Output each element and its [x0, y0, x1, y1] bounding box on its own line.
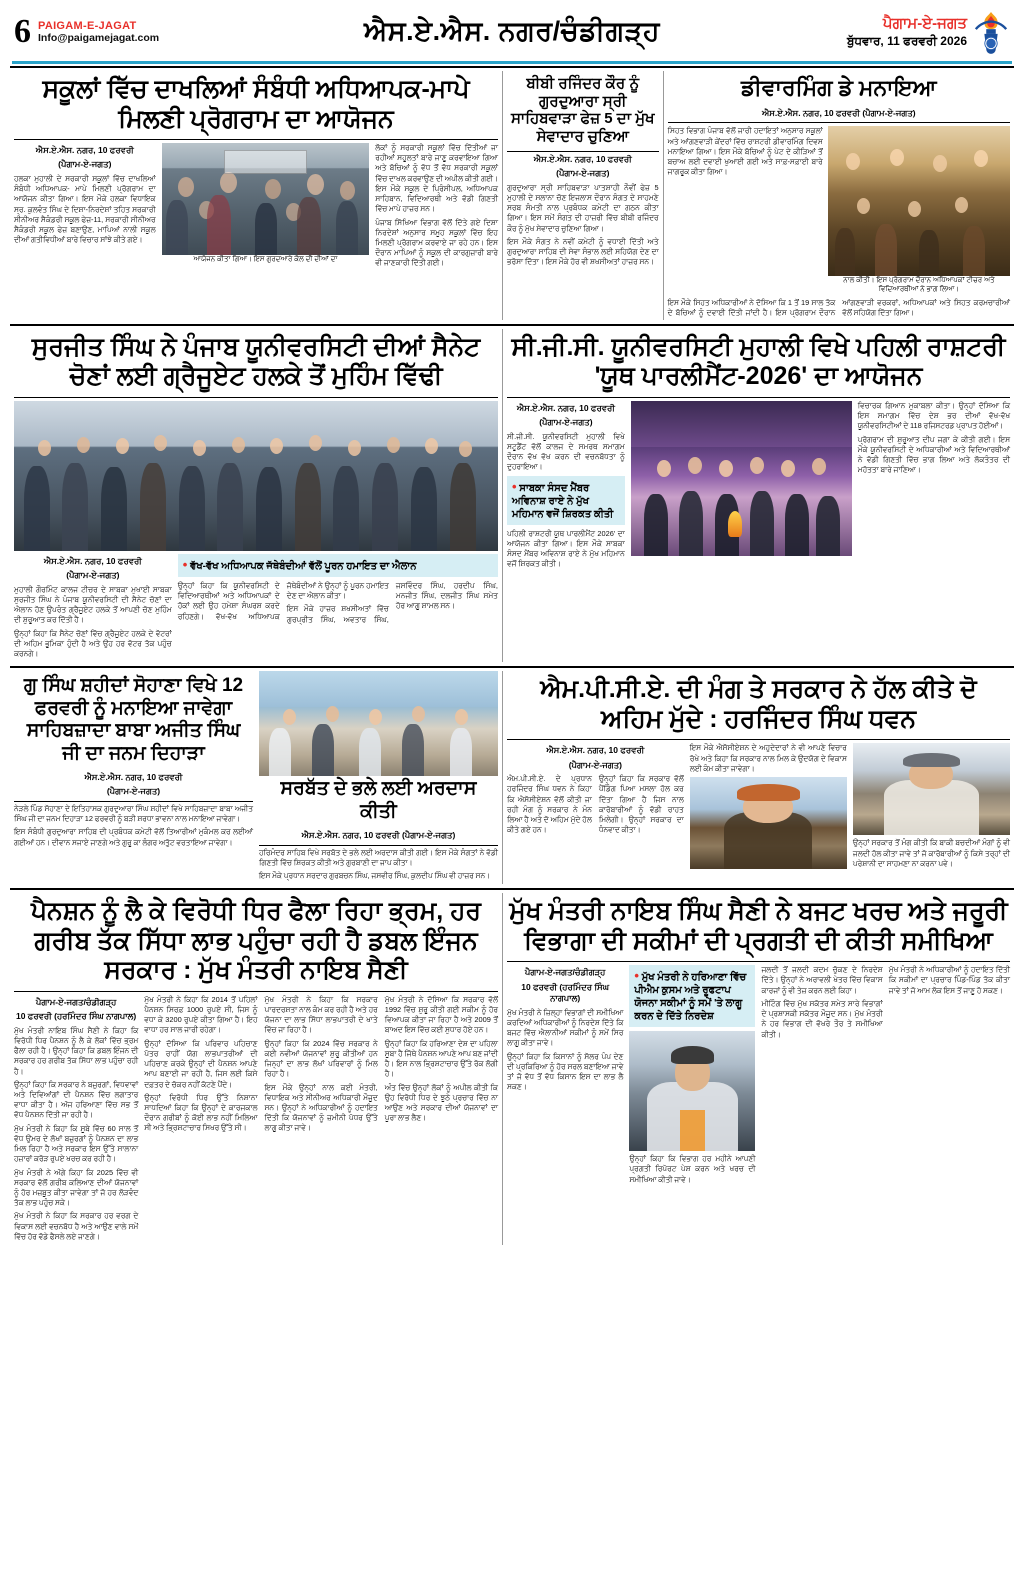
byline-source: 10 ਫਰਵਰੀ (ਹਰਮਿੰਦਰ ਸਿੰਘ ਨਾਗਪਾਲ): [521, 981, 610, 1004]
article-body: ਸਿਹਤ ਵਿਭਾਗ ਪੰਜਾਬ ਵੱਲੋਂ ਜਾਰੀ ਹਦਾਇਤਾਂ ਅਨੁਸਾਰ ਸਕੂਲਾਂ ਅਤੇ ਆਂਗਣਵਾੜੀ ਕੇਂਦਰਾਂ ਵਿੱਚ ਰਾਸ਼ਟਰੀ ਡੀਵਾਰਮਿੰਗ ਦਿਵਸ ਮਨਾਇਆ ਗਿਆ। ਇਸ ਮੌਕੇ ਬੱਚਿਆਂ ਨੂੰ ਪੇਟ ਦੇ ਕੀੜਿਆਂ ਤੋਂ ਬਚਾਅ ਲਈ ਦਵਾਈ ਖੁਆਈ ਗਈ ਅਤੇ ਸਾਫ਼-ਸਫ਼ਾਈ ਬਾਰੇ ਜਾਗਰੂਕ ਕੀਤਾ ਗਿਆ।: [667, 126, 823, 177]
article-body-cols: ਮੁੱਖ ਮੰਤਰੀ ਨੇ ਕਿਹਾ ਕਿ 2014 ਤੋਂ ਪਹਿਲਾਂ ਪੈਨਸ਼ਨ ਸਿਰਫ਼ 1000 ਰੁਪਏ ਸੀ, ਜਿਸ ਨੂੰ ਵਧਾ ਕੇ 3200 ਰੁਪਏ ਕੀਤਾ ਗਿਆ ਹੈ। ਇਹ ਵਾਧਾ ਹਰ ਸਾਲ ਜਾਰੀ ਰਹੇਗਾ। ਉਨ੍ਹਾਂ ਦੱਸਿਆ ਕਿ ਪਰਿਵਾਰ ਪਹਿਚਾਣ ਪੱਤਰ ਰਾਹੀਂ ਯੋਗ ਲਾਭਪਾਤਰੀਆਂ ਦੀ ਪਹਿਚਾਣ ਕਰਕੇ ਉਨ੍ਹਾਂ ਦੀ ਪੈਨਸ਼ਨ ਆਪਣੇ ਆਪ ਬਣਾਈ ਜਾ ਰਹੀ ਹੈ, ਜਿਸ ਲਈ ਕਿਸੇ ਦਫ਼ਤਰ ਦੇ ਚੱਕਰ ਨਹੀਂ ਕੱਟਣੇ ਪੈਂਦੇ। ਉਨ੍ਹਾਂ ਵਿਰੋਧੀ ਧਿਰ ਉੱਤੇ ਨਿਸ਼ਾਨਾ ਸਾਧਦਿਆਂ ਕਿਹਾ ਕਿ ਉਨ੍ਹਾਂ ਦੇ ਕਾਰਜਕਾਲ ਦੌਰਾਨ ਗਰੀਬਾਂ ਨੂੰ ਕੋਈ ਲਾਭ ਨਹੀਂ ਮਿਲਿਆ ਸੀ ਅਤੇ ਭ੍ਰਿਸ਼ਟਾਚਾਰ ਸਿਖਰ ਉੱਤੇ ਸੀ। ਮੁੱਖ ਮੰਤਰੀ ਨੇ ਕਿਹਾ ਕਿ ਸਰਕਾਰ ਪਾਰਦਰਸ਼ਤਾ ਨਾਲ ਕੰਮ ਕਰ ਰਹੀ ਹੈ ਅਤੇ ਹਰ ਯੋਜਨਾ ਦਾ ਲਾਭ ਸਿੱਧਾ ਲਾਭਪਾਤਰੀ ਦੇ ਖਾਤੇ ਵਿੱਚ ਜਾ ਰਿਹਾ ਹੈ। ਉਨ੍ਹਾਂ ਕਿਹਾ ਕਿ 2024 ਵਿੱਚ ਸਰਕਾਰ ਨੇ ਕਈ ਨਵੀਆਂ ਯੋਜਨਾਵਾਂ ਸ਼ੁਰੂ ਕੀਤੀਆਂ ਹਨ ਜਿਨ੍ਹਾਂ ਦਾ ਲਾਭ ਲੱਖਾਂ ਪਰਿਵਾਰਾਂ ਨੂੰ ਮਿਲ ਰਿਹਾ ਹੈ। ਇਸ ਮੌਕੇ ਉਨ੍ਹਾਂ ਨਾਲ ਕਈ ਮੰਤਰੀ, ਵਿਧਾਇਕ ਅਤੇ ਸੀਨੀਅਰ ਅਧਿਕਾਰੀ ਮੌਜੂਦ ਸਨ। ਉਨ੍ਹਾਂ ਨੇ ਅਧਿਕਾਰੀਆਂ ਨੂੰ ਹਦਾਇਤ ਦਿੱਤੀ ਕਿ ਯੋਜਨਾਵਾਂ ਨੂੰ ਜ਼ਮੀਨੀ ਪੱਧਰ ਉੱਤੇ ਲਾਗੂ ਕੀਤਾ ਜਾਵੇ। ਮੁੱਖ ਮੰਤਰੀ ਨੇ ਦੱਸਿਆ ਕਿ ਸਰਕਾਰ ਵੱਲੋਂ 1992 ਵਿੱਚ ਸ਼ੁਰੂ ਕੀਤੀ ਗਈ ਸਕੀਮ ਨੂੰ ਹੋਰ ਵਿਆਪਕ ਕੀਤਾ ਜਾ ਰਿਹਾ ਹੈ ਅਤੇ 2009 ਤੋਂ ਬਾਅਦ ਇਸ ਵਿੱਚ ਕਈ ਸੁਧਾਰ ਹੋਏ ਹਨ। ਉਨ੍ਹਾਂ ਕਿਹਾ ਕਿ ਹਰਿਆਣਾ ਦੇਸ਼ ਦਾ ਪਹਿਲਾ ਸੂਬਾ ਹੈ ਜਿੱਥੇ ਪੈਨਸ਼ਨ ਆਪਣੇ ਆਪ ਬਣ ਜਾਂਦੀ ਹੈ। ਇਸ ਨਾਲ ਭ੍ਰਿਸ਼ਟਾਚਾਰ ਉੱਤੇ ਰੋਕ ਲੱਗੀ ਹੈ। ਅੰਤ ਵਿੱਚ ਉਨ੍ਹਾਂ ਲੋਕਾਂ ਨੂੰ ਅਪੀਲ ਕੀਤੀ ਕਿ ਉਹ ਵਿਰੋਧੀ ਧਿਰ ਦੇ ਝੂਠੇ ਪ੍ਰਚਾਰ ਵਿੱਚ ਨਾ ਆਉਣ ਅਤੇ ਸਰਕਾਰ ਦੀਆਂ ਯੋਜਨਾਵਾਂ ਦਾ ਪੂਰਾ ਲਾਭ ਲੈਣ।: [144, 994, 498, 1133]
headline: ਮੁੱਖ ਮੰਤਰੀ ਨਾਇਬ ਸਿੰਘ ਸੈਣੀ ਨੇ ਬਜਟ ਖਰਚ ਅਤੇ ਜਰੂਰੀ ਵਿਭਾਗਾ ਦੀ ਸਕੀਮਾਂ ਦੀ ਪ੍ਰਗਤੀ ਦੀ ਕੀਤੀ ਸਮੀਖਿਆ: [509, 897, 1008, 955]
article-guru-sahibzada: [10, 671, 502, 884]
bullet-icon: •: [182, 556, 188, 572]
byline-source: (ਪੈਗਾਮ-ਏ-ਜਗਤ): [556, 168, 610, 179]
bullet-icon: •: [634, 968, 639, 984]
headline: ਐਮ.ਪੀ.ਸੀ.ਏ. ਦੀ ਮੰਗ ਤੇ ਸਰਕਾਰ ਨੇ ਹੱਲ ਕੀਤੇ ਦੋ ਅਹਿਮ ਮੁੱਦੇ : ਹਰਜਿੰਦਰ ਸਿੰਘ ਧਵਨ: [540, 675, 977, 733]
article-body: ਐਮ.ਪੀ.ਸੀ.ਏ. ਦੇ ਪ੍ਰਧਾਨ ਹਰਜਿੰਦਰ ਸਿੰਘ ਧਵਨ ਨੇ ਕਿਹਾ ਕਿ ਐਸੋਸੀਏਸ਼ਨ ਵੱਲੋਂ ਕੀਤੀ ਜਾ ਰਹੀ ਮੰਗ ਨੂੰ ਸਰਕਾਰ ਨੇ ਮੰਨ ਲਿਆ ਹੈ ਅਤੇ ਦੋ ਅਹਿਮ ਮੁੱਦੇ ਹੱਲ ਕੀਤੇ ਗਏ ਹਨ। ਉਨ੍ਹਾਂ ਕਿਹਾ ਕਿ ਸਰਕਾਰ ਵੱਲੋਂ ਪੈਂਡਿੰਗ ਪਿਆ ਮਸਲਾ ਹੱਲ ਕਰ ਦਿੱਤਾ ਗਿਆ ਹੈ ਜਿਸ ਨਾਲ ਕਾਰੋਬਾਰੀਆਂ ਨੂੰ ਵੱਡੀ ਰਾਹਤ ਮਿਲੇਗੀ। ਉਨ੍ਹਾਂ ਸਰਕਾਰ ਦਾ ਧੰਨਵਾਦ ਕੀਤਾ।: [506, 774, 684, 835]
headline: ਸੀ.ਜੀ.ਸੀ. ਯੂਨੀਵਰਸਿਟੀ ਮੁਹਾਲੀ ਵਿਖੇ ਪਹਿਲੀ ਰਾਸ਼ਟਰੀ 'ਯੂਥ ਪਾਰਲੀਮੈਂਟ-2026' ਦਾ ਆਯੋਜਨ: [511, 332, 1006, 391]
masthead: [10, 0, 1014, 58]
row-second: [10, 324, 1014, 662]
official-portrait-photo: [853, 743, 1010, 835]
row-top: [10, 66, 1014, 320]
article-body-cols: ਉਨ੍ਹਾਂ ਕਿਹਾ ਕਿ ਯੂਨੀਵਰਸਿਟੀ ਦੇ ਵਿਦਿਆਰਥੀਆਂ ਅਤੇ ਅਧਿਆਪਕਾਂ ਦੇ ਹੱਕਾਂ ਲਈ ਉਹ ਹਮੇਸ਼ਾ ਸੰਘਰਸ਼ ਕਰਦੇ ਰਹਿਣਗੇ। ਵੱਖ-ਵੱਖ ਅਧਿਆਪਕ ਜੱਥੇਬੰਦੀਆਂ ਨੇ ਉਨ੍ਹਾਂ ਨੂੰ ਪੂਰਨ ਹਮਾਇਤ ਦੇਣ ਦਾ ਐਲਾਨ ਕੀਤਾ। ਇਸ ਮੌਕੇ ਹਾਜ਼ਰ ਸ਼ਖਸੀਅਤਾਂ ਵਿੱਚ ਗੁਰਪ੍ਰੀਤ ਸਿੰਘ, ਅਵਤਾਰ ਸਿੰਘ, ਜਸਵਿੰਦਰ ਸਿੰਘ, ਹਰਦੀਪ ਸਿੰਘ, ਮਨਜੀਤ ਸਿੰਘ, ਦਲਜੀਤ ਸਿੰਘ ਸਮੇਤ ਹੋਰ ਆਗੂ ਸ਼ਾਮਲ ਸਨ।: [177, 580, 498, 624]
chief-minister-portrait-photo: [629, 1031, 755, 1151]
byline: ਪੈਗਾਮ-ਏ-ਜਗਤ/ਚੰਡੀਗੜ੍ਹ: [35, 996, 117, 1007]
article-body-col4: ਮੁੱਖ ਮੰਤਰੀ ਨੇ ਅਧਿਕਾਰੀਆਂ ਨੂੰ ਹਦਾਇਤ ਦਿੱਤੀ ਕਿ ਸਕੀਮਾਂ ਦਾ ਪ੍ਰਚਾਰ ਪਿੰਡ-ਪਿੰਡ ਤੱਕ ਕੀਤਾ ਜਾਵੇ ਤਾਂ ਜੋ ਆਮ ਲੋਕ ਇਸ ਤੋਂ ਜਾਣੂ ਹੋ ਸਕਣ।: [888, 965, 1010, 995]
article-body: ਮੁੱਖ ਮੰਤਰੀ ਨੇ ਜ਼ਿਲ੍ਹਾ ਵਿਭਾਗਾਂ ਦੀ ਸਮੀਖਿਆ ਕਰਦਿਆਂ ਅਧਿਕਾਰੀਆਂ ਨੂੰ ਨਿਰਦੇਸ਼ ਦਿੱਤੇ ਕਿ ਬਜਟ ਵਿੱਚ ਐਲਾਨੀਆਂ ਸਕੀਮਾਂ ਨੂੰ ਸਮੇਂ ਸਿਰ ਲਾਗੂ ਕੀਤਾ ਜਾਵੇ। ਉਨ੍ਹਾਂ ਕਿਹਾ ਕਿ ਕਿਸਾਨਾਂ ਨੂੰ ਸੋਲਰ ਪੰਪ ਦੇਣ ਦੀ ਪ੍ਰਕਿਰਿਆ ਨੂੰ ਹੋਰ ਸਰਲ ਬਣਾਇਆ ਜਾਵੇ ਤਾਂ ਜੋ ਵੱਧ ਤੋਂ ਵੱਧ ਕਿਸਾਨ ਇਸ ਦਾ ਲਾਭ ਲੈ ਸਕਣ।: [506, 1007, 624, 1092]
highlight-text: ਮੁੱਖ ਮੰਤਰੀ ਨੇ ਹਰਿਆਣਾ ਵਿੱਚ ਪੀਐਮ ਕੁਸਮ ਅਤੇ ਰੂਫਟਾਪ ਯੋਜਨਾ ਸਕੀਮਾਂ ਨੂੰ ਸਮੇਂ 'ਤੇ ਲਾਗੂ ਕਰਨ ਦੇ ਦਿੱਤੇ ਨਿਰਦੇਸ਼: [634, 972, 747, 1023]
byline: ਐਸ.ਏ.ਐਸ. ਨਗਰ, 10 ਫਰਵਰੀ (ਪੈਗਾਮ-ਏ-ਜਗਤ): [301, 830, 456, 841]
article-body-cont: ਇਸ ਮੌਕੇ ਸਿਹਤ ਅਧਿਕਾਰੀਆਂ ਨੇ ਦੱਸਿਆ ਕਿ 1 ਤੋਂ 19 ਸਾਲ ਤੱਕ ਦੇ ਬੱਚਿਆਂ ਨੂੰ ਦਵਾਈ ਦਿੱਤੀ ਜਾਂਦੀ ਹੈ। ਇਸ ਪ੍ਰੋਗਰਾਮ ਦੌਰਾਨ ਆਂਗਣਵਾੜੀ ਵਰਕਰਾਂ, ਅਧਿਆਪਕਾਂ ਅਤੇ ਸਿਹਤ ਕਰਮਚਾਰੀਆਂ ਵੱਲੋਂ ਸਹਿਯੋਗ ਦਿੱਤਾ ਗਿਆ।: [667, 297, 1010, 318]
byline-source: (ਪੈਗਾਮ-ਏ-ਜਗਤ): [539, 417, 593, 428]
photo-caption: ਨਾਲ ਕੀਤੀ। ਇਸ ਪ੍ਰੋਗਰਾਮ ਦੌਰਾਨ ਅਧਿਆਪਕਾਂ ਟੀਚਰ ਅਤੇ ਵਿਦਿਆਰਥੀਆਂ ਨੇ ਭਾਗ ਲਿਆ।: [843, 277, 995, 294]
publication-date: ਬੁੱਧਵਾਰ, 11 ਫਰਵਰੀ 2026: [847, 33, 967, 48]
headline: ਬੀਬੀ ਰਜਿੰਦਰ ਕੌਰ ਨੂੰ ਗੁਰਦੁਆਰਾ ਸ੍ਰੀ ਸਾਹਿਬਵਾੜਾ ਫੇਜ਼ 5 ਦਾ ਮੁੱਖ ਸੇਵਾਦਾਰ ਚੁਣਿਆ: [510, 75, 655, 146]
article-bibi-rajinder: [502, 71, 663, 320]
article-body: ਹਲਕਾ ਮੁਹਾਲੀ ਦੇ ਸਰਕਾਰੀ ਸਕੂਲਾਂ ਵਿੱਚ ਦਾਖਲਿਆਂ ਸੰਬੰਧੀ ਅਧਿਆਪਕ- ਮਾਪੇ ਮਿਲਣੀ ਪ੍ਰੋਗਰਾਮ ਦਾ ਆਯੋਜਨ ਕੀਤਾ ਗਿਆ। ਇਸ ਮੌਕੇ ਹਲਕਾ ਵਿਧਾਇਕ ਸ੍ਰ. ਕੁਲਵੰਤ ਸਿੰਘ ਦੇ ਦਿਸ਼ਾ-ਨਿਰਦੇਸ਼ਾਂ ਤਹਿਤ ਸਰਕਾਰੀ ਸੀਨੀਅਰ ਸੈਕੰਡਰੀ ਸਕੂਲ ਫੇਜ਼-11, ਸਰਕਾਰੀ ਸੀਨੀਅਰ ਸੈਕੰਡਰੀ ਸਕੂਲ ਫੇਜ਼ ਬਣਾਉਣ, ਮਾਪਿਆਂ ਨਾਲੀ ਸਕੂਲ ਦੀਆਂ ਗਤੀਵਿਧੀਆਂ ਬਾਰੇ ਵਿਚਾਰ ਸਾਂਝੇ ਕੀਤੇ ਗਏ।: [14, 173, 156, 245]
headline-ardas: ਸਰਬੱਤ ਦੇ ਭਲੇ ਲਈ ਅਰਦਾਸ ਕੀਤੀ: [280, 778, 477, 822]
byline: ਐਸ.ਏ.ਐਸ. ਨਗਰ, 10 ਫਰਵਰੀ: [546, 745, 645, 756]
byline-source: (ਪੈਗਾਮ-ਏ-ਜਗਤ): [66, 570, 120, 581]
masthead-right: [760, 10, 1010, 54]
article-body-1: ਮੁੱਖ ਮੰਤਰੀ ਨਾਇਬ ਸਿੰਘ ਸੈਣੀ ਨੇ ਕਿਹਾ ਕਿ ਵਿਰੋਧੀ ਧਿਰ ਪੈਨਸ਼ਨ ਨੂੰ ਲੈ ਕੇ ਲੋਕਾਂ ਵਿੱਚ ਭ੍ਰਮ ਫੈਲਾ ਰਹੀ ਹੈ। ਉਨ੍ਹਾਂ ਕਿਹਾ ਕਿ ਡਬਲ ਇੰਜਨ ਦੀ ਸਰਕਾਰ ਹਰ ਗਰੀਬ ਤੱਕ ਸਿੱਧਾ ਲਾਭ ਪਹੁੰਚਾ ਰਹੀ ਹੈ। ਉਨ੍ਹਾਂ ਕਿਹਾ ਕਿ ਸਰਕਾਰ ਨੇ ਬਜ਼ੁਰਗਾਂ, ਵਿਧਵਾਵਾਂ ਅਤੇ ਦਿਵਿਆਂਗਾਂ ਦੀ ਪੈਨਸ਼ਨ ਵਿੱਚ ਲਗਾਤਾਰ ਵਾਧਾ ਕੀਤਾ ਹੈ। ਅੱਜ ਹਰਿਆਣਾ ਵਿੱਚ ਸਭ ਤੋਂ ਵੱਧ ਪੈਨਸ਼ਨ ਦਿੱਤੀ ਜਾ ਰਹੀ ਹੈ। ਮੁੱਖ ਮੰਤਰੀ ਨੇ ਕਿਹਾ ਕਿ ਸੂਬੇ ਵਿੱਚ 60 ਸਾਲ ਤੋਂ ਵੱਧ ਉਮਰ ਦੇ ਲੱਖਾਂ ਬਜ਼ੁਰਗਾਂ ਨੂੰ ਪੈਨਸ਼ਨ ਦਾ ਲਾਭ ਮਿਲ ਰਿਹਾ ਹੈ ਅਤੇ ਸਰਕਾਰ ਇਸ ਉੱਤੇ ਸਾਲਾਨਾ ਹਜ਼ਾਰਾਂ ਕਰੋੜ ਰੁਪਏ ਖਰਚ ਕਰ ਰਹੀ ਹੈ। ਮੁੱਖ ਮੰਤਰੀ ਨੇ ਅੱਗੇ ਕਿਹਾ ਕਿ 2025 ਵਿੱਚ ਵੀ ਸਰਕਾਰ ਵੱਲੋਂ ਗਰੀਬ ਕਲਿਆਣ ਦੀਆਂ ਯੋਜਨਾਵਾਂ ਨੂੰ ਹੋਰ ਮਜ਼ਬੂਤ ਕੀਤਾ ਜਾਵੇਗਾ ਤਾਂ ਜੋ ਹਰ ਲੋੜਵੰਦ ਤੱਕ ਲਾਭ ਪਹੁੰਚ ਸਕੇ। ਮੁੱਖ ਮੰਤਰੀ ਨੇ ਕਿਹਾ ਕਿ ਸਰਕਾਰ ਹਰ ਵਰਗ ਦੇ ਵਿਕਾਸ ਲਈ ਵਚਨਬੱਧ ਹੈ ਅਤੇ ਆਉਣ ਵਾਲੇ ਸਮੇਂ ਵਿੱਚ ਹੋਰ ਵੱਡੇ ਫੈਸਲੇ ਲਏ ਜਾਣਗੇ।: [14, 1025, 139, 1241]
edition-title: ਐਸ.ਏ.ਐਸ. ਨਗਰ/ਚੰਡੀਗੜ੍ਹ: [364, 16, 660, 46]
headline: ਪੈਨਸ਼ਨ ਨੂੰ ਲੈ ਕੇ ਵਿਰੋਧੀ ਧਿਰ ਫੈਲਾ ਰਿਹਾ ਭ੍ਰਮ, ਹਰ ਗਰੀਬ ਤੱਕ ਸਿੱਧਾ ਲਾਭ ਪਹੁੰਚਾ ਰਹੀ ਹੈ ਡਬਲ ਇੰਜਨ ਸਰਕਾਰ : ਮੁੱਖ ਮੰਤਰੀ ਨਾਇਬ ਸੈਣੀ: [30, 897, 481, 985]
article-cgc-youth-parliament: [502, 329, 1014, 662]
byline: ਪੈਗਾਮ-ਏ-ਜਗਤ/ਚੰਡੀਗੜ੍ਹ: [524, 967, 606, 978]
gurdwara-ardas-group-photo: [259, 671, 498, 776]
masthead-left: [14, 15, 264, 49]
article-body-right: ਲੋਕਾਂ ਨੂੰ ਸਰਕਾਰੀ ਸਕੂਲਾਂ ਵਿੱਚ ਦਿੱਤੀਆਂ ਜਾ ਰਹੀਆਂ ਸਹੂਲਤਾਂ ਬਾਰੇ ਜਾਣੂ ਕਰਵਾਇਆ ਗਿਆ ਅਤੇ ਬੱਚਿਆਂ ਨੂੰ ਵੱਧ ਤੋਂ ਵੱਧ ਸਰਕਾਰੀ ਸਕੂਲਾਂ ਵਿੱਚ ਦਾਖਲ ਕਰਵਾਉਣ ਦੀ ਅਪੀਲ ਕੀਤੀ ਗਈ। ਇਸ ਮੌਕੇ ਸਕੂਲ ਦੇ ਪ੍ਰਿੰਸੀਪਲ, ਅਧਿਆਪਕ ਸਾਹਿਬਾਨ, ਵਿਦਿਆਰਥੀ ਅਤੇ ਵੱਡੀ ਗਿਣਤੀ ਵਿੱਚ ਮਾਪੇ ਹਾਜ਼ਰ ਸਨ। ਪੰਜਾਬ ਸਿੱਖਿਆ ਵਿਭਾਗ ਵੱਲੋਂ ਦਿੱਤੇ ਗਏ ਦਿਸ਼ਾ ਨਿਰਦੇਸ਼ਾਂ ਅਨੁਸਾਰ ਸਮੂਹ ਸਕੂਲਾਂ ਵਿੱਚ ਇਹ ਮਿਲਣੀ ਪ੍ਰੋਗਰਾਮ ਕਰਵਾਏ ਜਾ ਰਹੇ ਹਨ। ਇਸ ਦੌਰਾਨ ਮਾਪਿਆਂ ਨੂੰ ਸਕੂਲ ਦੀ ਕਾਰਗੁਜ਼ਾਰੀ ਬਾਰੇ ਵੀ ਜਾਣਕਾਰੀ ਦਿੱਤੀ ਗਈ।: [375, 143, 498, 268]
harjinder-singh-dhawan-portrait: [690, 777, 847, 869]
deworming-day-event-photo: [828, 126, 1010, 276]
byline: ਐਸ.ਏ.ਐਸ. ਨਗਰ, 10 ਫਰਵਰੀ (ਪੈਗਾਮ-ਏ-ਜਗਤ): [761, 107, 916, 118]
article-body-right: ਵਿਚਾਰਕ ਗਿਆਨ ਮੁਕਾਬਲਾ ਕੀਤਾ। ਉਨ੍ਹਾਂ ਦੱਸਿਆ ਕਿ ਇਸ ਸਮਾਗਮ ਵਿੱਚ ਦੇਸ਼ ਭਰ ਦੀਆਂ ਵੱਖ-ਵੱਖ ਯੂਨੀਵਰਸਿਟੀਆਂ ਦੇ 118 ਰਜਿਸਟਰਡ ਪ੍ਰਾਪਤ ਹੋਈਆਂ। ਪ੍ਰੋਗਰਾਮ ਦੀ ਸ਼ੁਰੂਆਤ ਦੀਪ ਜਗਾ ਕੇ ਕੀਤੀ ਗਈ। ਇਸ ਮੌਕੇ ਯੂਨੀਵਰਸਿਟੀ ਦੇ ਅਧਿਕਾਰੀਆਂ ਅਤੇ ਵਿਦਿਆਰਥੀਆਂ ਨੇ ਵੱਡੀ ਗਿਣਤੀ ਵਿੱਚ ਭਾਗ ਲਿਆ ਅਤੇ ਲੋਕਤੰਤਰ ਦੀ ਮਹੱਤਤਾ ਬਾਰੇ ਜਾਣਿਆ।: [857, 400, 1010, 475]
article-body-mid: ਇਸ ਮੌਕੇ ਐਸੋਸੀਏਸ਼ਨ ਦੇ ਅਹੁਦੇਦਾਰਾਂ ਨੇ ਵੀ ਆਪਣੇ ਵਿਚਾਰ ਰੱਖੇ ਅਤੇ ਕਿਹਾ ਕਿ ਸਰਕਾਰ ਨਾਲ ਮਿਲ ਕੇ ਉਦਯੋਗ ਦੇ ਵਿਕਾਸ ਲਈ ਕੰਮ ਕੀਤਾ ਜਾਵੇਗਾ।: [689, 743, 847, 773]
youth-parliament-inauguration-photo: [631, 401, 852, 556]
highlight-text: ਸਾਬਕਾ ਸੰਸਦ ਮੈਂਬਰ ਅਵਿਨਾਸ਼ ਰਾਏ ਨੇ ਮੁੱਖ ਮਹਿਮਾਨ ਵਜੋਂ ਸ਼ਿਰਕਤ ਕੀਤੀ: [511, 482, 614, 520]
byline: ਐਸ.ਏ.ਐਸ. ਨਗਰ, 10 ਫਰਵਰੀ: [84, 771, 183, 782]
highlight-box: [629, 965, 755, 1027]
row-bottom: [10, 888, 1014, 1245]
article-body: ਸੀ.ਜੀ.ਸੀ. ਯੂਨੀਵਰਸਿਟੀ ਮੁਹਾਲੀ ਵਿਖੇ ਸਟੂਡੈਂਟ ਵੱਲੋਂ ਕਾਲਜ ਦੇ ਸਮਰਥ ਸਮਾਗਮ ਦੌਰਾਨ ਵੱਖ ਵੱਖ ਕਰਨ ਦੀ ਵਚਨਬੱਧਤਾ ਨੂੰ ਦੁਹਰਾਇਆ।: [506, 431, 625, 472]
byline-source: (ਪੈਗਾਮ-ਏ-ਜਗਤ): [568, 759, 622, 770]
photo-caption: ਆਯੋਜਨ ਕੀਤਾ ਗਿਆ। ਇਸ ਗੁਰਦਆਰੇ ਕੋਲ ਦੀ ਦੀਆਂ ਦਾ: [193, 256, 338, 263]
article-body: ਹਰਿਮੰਦਰ ਸਾਹਿਬ ਵਿਖੇ ਸਰਬੱਤ ਦੇ ਭਲੇ ਲਈ ਅਰਦਾਸ ਕੀਤੀ ਗਈ। ਇਸ ਮੌਕੇ ਸੰਗਤਾਂ ਨੇ ਵੱਡੀ ਗਿਣਤੀ ਵਿੱਚ ਸ਼ਿਰਕਤ ਕੀਤੀ ਅਤੇ ਗੁਰਬਾਣੀ ਦਾ ਜਾਪ ਕੀਤਾ। ਇਸ ਮੌਕੇ ਪ੍ਰਧਾਨ ਸਰਦਾਰ ਗੁਰਬਚਨ ਸਿੰਘ, ਜਸਵੀਰ ਸਿੰਘ, ਕੁਲਦੀਪ ਸਿੰਘ ਵੀ ਹਾਜ਼ਰ ਸਨ।: [258, 847, 498, 881]
highlight-box: [507, 476, 625, 525]
article-ardas: [259, 671, 498, 884]
byline: ਐਸ.ਏ.ਐਸ. ਨਗਰ, 10 ਫਰਵਰੀ: [43, 555, 142, 566]
masthead-right-text: [847, 14, 967, 49]
article-body: ਨੇੜਲੇ ਪਿੰਡ ਸੋਹਾਣਾ ਦੇ ਇਤਿਹਾਸਕ ਗੁਰਦੁਆਰਾ ਸਿੰਘ ਸ਼ਹੀਦਾਂ ਵਿਖੇ ਸਾਹਿਬਜ਼ਾਦਾ ਬਾਬਾ ਅਜੀਤ ਸਿੰਘ ਜੀ ਦਾ ਜਨਮ ਦਿਹਾੜਾ 12 ਫਰਵਰੀ ਨੂੰ ਬੜੀ ਸ਼ਰਧਾ ਭਾਵਨਾ ਨਾਲ ਮਨਾਇਆ ਜਾਵੇਗਾ। ਇਸ ਸੰਬੰਧੀ ਗੁਰਦੁਆਰਾ ਸਾਹਿਬ ਦੀ ਪ੍ਰਬੰਧਕ ਕਮੇਟੀ ਵੱਲੋਂ ਤਿਆਰੀਆਂ ਮੁਕੰਮਲ ਕਰ ਲਈਆਂ ਗਈਆਂ ਹਨ। ਦੀਵਾਨ ਸਜਾਏ ਜਾਣਗੇ ਅਤੇ ਗੁਰੂ ਕਾ ਲੰਗਰ ਅਤੁੱਟ ਵਰਤਾਇਆ ਜਾਵੇਗਾ।: [14, 803, 253, 847]
torch-logo-icon: [972, 10, 1010, 54]
headline: ਸੁਰਜੀਤ ਸਿੰਘ ਨੇ ਪੰਜਾਬ ਯੂਨੀਵਰਸਿਟੀ ਦੀਆਂ ਸੈਨੇਟ ਚੋਣਾਂ ਲਈ ਗ੍ਰੈਜੂਏਟ ਹਲਕੇ ਤੋਂ ਮੁਹਿੰਮ ਵਿੱਢੀ: [31, 332, 481, 391]
article-budget-review: [502, 893, 1014, 1245]
highlight-box: [178, 554, 498, 577]
byline: ਐਸ.ਏ.ਐਸ. ਨਗਰ, 10 ਫਰਵਰੀ: [516, 402, 615, 413]
bullet-icon: •: [511, 478, 517, 494]
brand-name: PAIGAM-E-JAGAT: [38, 19, 137, 32]
teachers-parents-meeting-photo: [162, 143, 370, 255]
article-deworming: [663, 71, 1014, 320]
row-third: [10, 666, 1014, 884]
article-body: ਗੁਰਦੁਆਰਾ ਸ੍ਰੀ ਸਾਹਿਬਵਾੜਾ ਪਾਤਸ਼ਾਹੀ ਨੌਵੀਂ ਫੇਜ਼ 5 ਮੁਹਾਲੀ ਦੇ ਸਲਾਨਾ ਚੋਣ ਇਜਲਾਸ ਦੌਰਾਨ ਸੰਗਤ ਦੇ ਸਾਹਮਣੇ ਸਰਬ ਸੰਮਤੀ ਨਾਲ ਪ੍ਰਬੰਧਕ ਕਮੇਟੀ ਦਾ ਗਠਨ ਕੀਤਾ ਗਿਆ। ਇਸ ਸਮੇਂ ਸੰਗਤ ਦੀ ਹਾਜ਼ਰੀ ਵਿੱਚ ਬੀਬੀ ਰਜਿੰਦਰ ਕੌਰ ਨੂੰ ਮੁੱਖ ਸੇਵਾਦਾਰ ਚੁਣਿਆ ਗਿਆ। ਇਸ ਮੌਕੇ ਸੰਗਤ ਨੇ ਨਵੀਂ ਕਮੇਟੀ ਨੂੰ ਵਧਾਈ ਦਿੱਤੀ ਅਤੇ ਗੁਰਦੁਆਰਾ ਸਾਹਿਬ ਦੀ ਸੇਵਾ ਸੰਭਾਲ ਲਈ ਸਹਿਯੋਗ ਦੇਣ ਦਾ ਭਰੋਸਾ ਦਿੱਤਾ। ਇਸ ਮੌਕੇ ਹੋਰ ਵੀ ਸ਼ਖਸੀਅਤਾਂ ਹਾਜ਼ਰ ਸਨ।: [506, 182, 659, 267]
article-body-2: ਪਹਿਲੀ ਰਾਸ਼ਟਰੀ ਯੂਥ ਪਾਰਲੀਮੈਂਟ 2026' ਦਾ ਆਯੋਜਨ ਕੀਤਾ ਗਿਆ। ਇਸ ਮੌਕੇ ਸਾਬਕਾ ਸੰਸਦ ਮੈਂਬਰ ਅਵਿਨਾਸ਼ ਰਾਏ ਨੇ ਮੁੱਖ ਮਹਿਮਾਨ ਵਜੋਂ ਸ਼ਿਰਕਤ ਕੀਤੀ।: [506, 528, 625, 569]
byline: ਐਸ.ਏ.ਐਸ. ਨਗਰ, 10 ਫਰਵਰੀ: [533, 153, 632, 164]
byline-source: (ਪੈਗਾਮ-ਏ-ਜਗਤ): [58, 159, 112, 170]
page-number: 6: [14, 13, 31, 50]
article-body-col3: ਜਲਦੀ ਤੋਂ ਜਲਦੀ ਕਦਮ ਚੁੱਕਣ ਦੇ ਨਿਰਦੇਸ਼ ਦਿੱਤੇ। ਉਨ੍ਹਾਂ ਨੇ ਅਰਾਵਲੀ ਖੇਤਰ ਵਿੱਚ ਵਿਕਾਸ ਕਾਰਜਾਂ ਨੂੰ ਵੀ ਤੇਜ਼ ਕਰਨ ਲਈ ਕਿਹਾ। ਮੀਟਿੰਗ ਵਿੱਚ ਮੁੱਖ ਸਕੱਤਰ ਸਮੇਤ ਸਾਰੇ ਵਿਭਾਗਾਂ ਦੇ ਪ੍ਰਸ਼ਾਸਕੀ ਸਕੱਤਰ ਮੌਜੂਦ ਸਨ। ਮੁੱਖ ਮੰਤਰੀ ਨੇ ਹਰ ਵਿਭਾਗ ਦੀ ਵੱਖਰੇ ਤੌਰ ਤੇ ਸਮੀਖਿਆ ਕੀਤੀ।: [761, 965, 883, 1039]
article-surjit-singh: [10, 329, 502, 662]
brand-title-punjabi: ਪੈਗਾਮ-ਏ-ਜਗਤ: [882, 15, 967, 33]
article-pension: [10, 893, 502, 1245]
article-body-right: ਉਨ੍ਹਾਂ ਸਰਕਾਰ ਤੋਂ ਮੰਗ ਕੀਤੀ ਕਿ ਬਾਕੀ ਬਚਦੀਆਂ ਮੰਗਾਂ ਨੂੰ ਵੀ ਜਲਦੀ ਹੱਲ ਕੀਤਾ ਜਾਵੇ ਤਾਂ ਜੋ ਕਾਰੋਬਾਰੀਆਂ ਨੂੰ ਕਿਸੇ ਤਰ੍ਹਾਂ ਦੀ ਪਰੇਸ਼ਾਨੀ ਦਾ ਸਾਹਮਣਾ ਨਾ ਕਰਨਾ ਪਵੇ।: [852, 838, 1011, 868]
article-schools-meet: [10, 71, 502, 320]
headline: ਡੀਵਾਰਮਿੰਗ ਡੇ ਮਨਾਇਆ: [740, 75, 937, 100]
headline: ਗੁ ਸਿੰਘ ਸ਼ਹੀਦਾਂ ਸੋਹਾਣਾ ਵਿਖੇ 12 ਫਰਵਰੀ ਨੂੰ ਮਨਾਇਆ ਜਾਵੇਗਾ ਸਾਹਿਬਜ਼ਾਦਾ ਬਾਬਾ ਅਜੀਤ ਸਿੰਘ ਜੀ ਦਾ ਜਨਮ ਦਿਹਾੜਾ: [23, 675, 244, 764]
highlight-text: ਵੱਖ-ਵੱਖ ਅਧਿਆਪਕ ਜੱਥੇਬੰਦੀਆਂ ਵੱਲੋਂ ਪੂਰਨ ਹਮਾਇਤ ਦਾ ਐਲਾਨ: [190, 560, 417, 572]
article-mpca: [502, 671, 1014, 884]
headline: ਸਕੂਲਾਂ ਵਿੱਚ ਦਾਖਲਿਆਂ ਸੰਬੰਧੀ ਅਧਿਆਪਕ-ਮਾਪੇ ਮਿਲਣੀ ਪ੍ਰੋਗਰਾਮ ਦਾ ਆਯੋਜਨ: [42, 75, 470, 133]
byline-source: 10 ਫਰਵਰੀ (ਹਰਮਿੰਦਰ ਸਿੰਘ ਨਾਗਪਾਲ): [15, 1011, 137, 1022]
byline: ਐਸ.ਏ.ਐਸ. ਨਗਰ, 10 ਫਰਵਰੀ: [35, 145, 134, 155]
brand-block: [38, 20, 159, 45]
brand-email: Info@paigamejagat.com: [38, 32, 160, 45]
byline-source: (ਪੈਗਾਮ-ਏ-ਜਗਤ): [106, 786, 161, 797]
article-body: ਮੁਹਾਲੀ ਗੌਰਮਿੰਟ ਕਾਲਜ ਟੀਚਰ ਦੇ ਸਾਬਕਾ ਮੁਖਾਈ ਸਾਬਕਾ ਸੁਰਜੀਤ ਸਿੰਘ ਨੇ ਪੰਜਾਬ ਯੂਨੀਵਰਸਿਟੀ ਦੀ ਸੈਨੇਟ ਚੋਣਾਂ ਦਾ ਐਲਾਨ ਹੋਣ ਉਪਰੰਤ ਗ੍ਰੈਜੂਏਟ ਹਲਕੇ ਤੋਂ ਆਪਣੀ ਚੋਣ ਮੁਹਿੰਮ ਦੀ ਸ਼ੁਰੂਆਤ ਕਰ ਦਿੱਤੀ ਹੈ। ਉਨ੍ਹਾਂ ਕਿਹਾ ਕਿ ਸੈਨੇਟ ਚੋਣਾਂ ਵਿੱਚ ਗ੍ਰੈਜੂਏਟ ਹਲਕੇ ਦੇ ਵੋਟਰਾਂ ਦੀ ਅਹਿਮ ਭੂਮਿਕਾ ਹੁੰਦੀ ਹੈ ਅਤੇ ਉਹ ਹਰ ਵੋਟਰ ਤੱਕ ਪਹੁੰਚ ਕਰਨਗੇ।: [14, 584, 172, 659]
senate-election-campaign-group-photo: [14, 401, 498, 551]
article-body-mid: ਉਨ੍ਹਾਂ ਕਿਹਾ ਕਿ ਵਿਭਾਗ ਹਰ ਮਹੀਨੇ ਆਪਣੀ ਪ੍ਰਗਤੀ ਰਿਪੋਰਟ ਪੇਸ਼ ਕਰਨ ਅਤੇ ਖਰਚ ਦੀ ਸਮੀਖਿਆ ਕੀਤੀ ਜਾਵੇ।: [629, 1154, 756, 1184]
